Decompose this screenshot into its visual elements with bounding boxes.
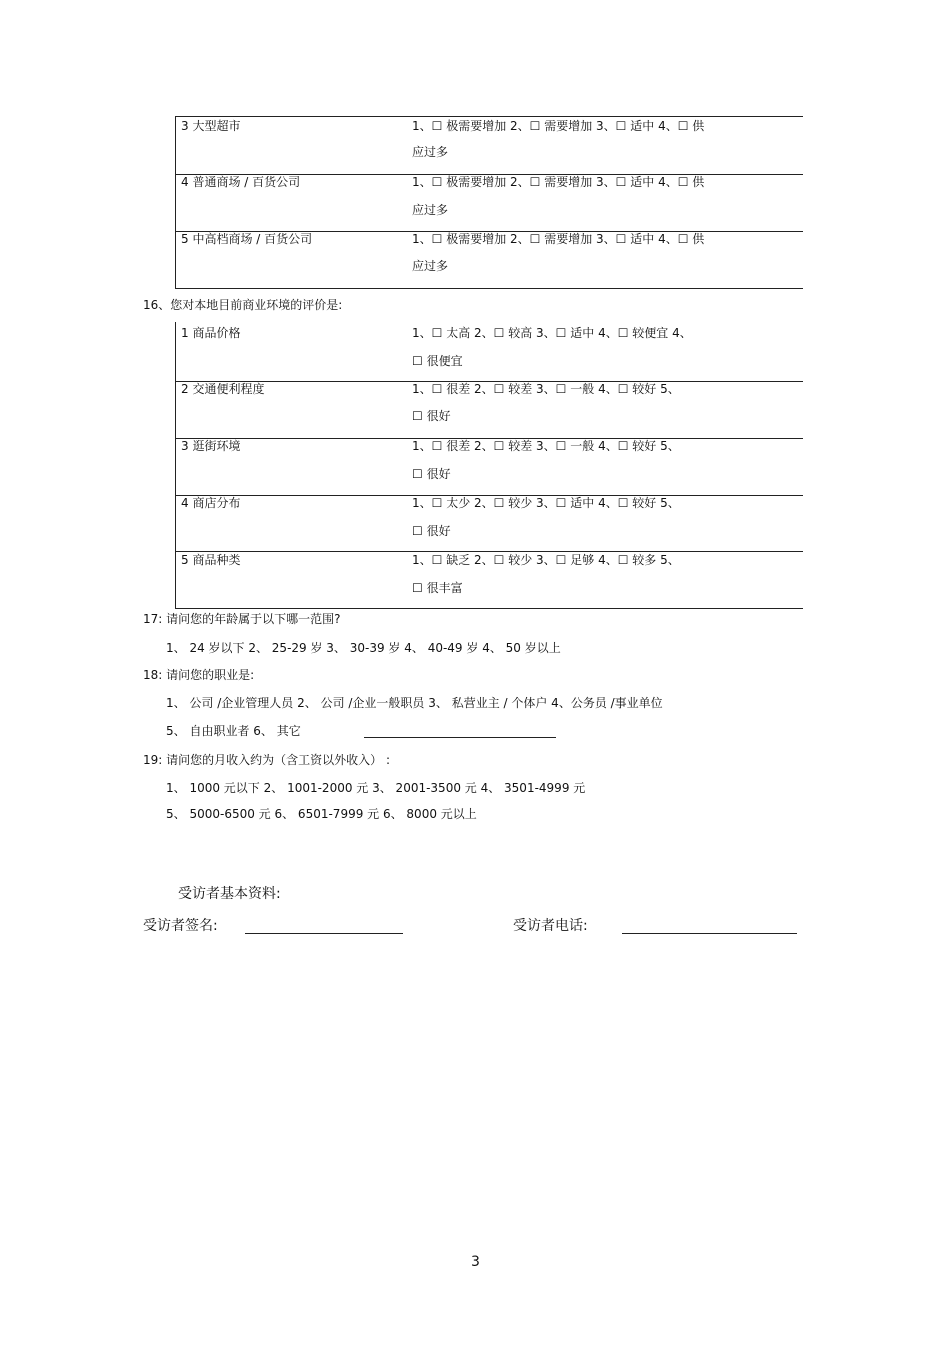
- row-options-cont: ☐ 很好: [412, 467, 451, 481]
- row-label: 3 逛街环境: [181, 439, 241, 453]
- row-options-cont: ☐ 很丰富: [412, 581, 463, 595]
- row-options: 1、☐ 极需要增加 2、☐ 需要增加 3、☐ 适中 4、☐ 供: [412, 232, 705, 246]
- q19-title: 19: 请问您的月收入约为（含工资以外收入） :: [143, 753, 390, 767]
- table-divider: [175, 116, 176, 288]
- row-options-cont: ☐ 很便宜: [412, 354, 463, 368]
- q19-options-line2: 5、 5000-6500 元 6、 6501-7999 元 6、 8000 元以上: [166, 807, 477, 821]
- row-options: 1、☐ 太少 2、☐ 较少 3、☐ 适中 4、☐ 较好 5、: [412, 496, 680, 510]
- q18-options-line1: 1、 公司 /企业管理人员 2、 公司 /企业一般职员 3、 私营业主 / 个体户 4、公务员 /事业单位: [166, 696, 663, 710]
- row-options: 1、☐ 缺乏 2、☐ 较少 3、☐ 足够 4、☐ 较多 5、: [412, 553, 680, 567]
- row-options: 1、☐ 很差 2、☐ 较差 3、☐ 一般 4、☐ 较好 5、: [412, 439, 680, 453]
- phone-field[interactable]: [622, 933, 797, 934]
- table-bottom-line: [175, 288, 803, 289]
- q17-options: 1、 24 岁以下 2、 25-29 岁 3、 30-39 岁 4、 40-49 岁 4、 50 岁以上: [166, 641, 561, 655]
- signature-field[interactable]: [245, 933, 403, 934]
- row-options: 1、☐ 极需要增加 2、☐ 需要增加 3、☐ 适中 4、☐ 供: [412, 175, 705, 189]
- q17-title: 17: 请问您的年龄属于以下哪一范围?: [143, 612, 341, 626]
- row-label: 1 商品价格: [181, 326, 241, 340]
- row-options: 1、☐ 太高 2、☐ 较高 3、☐ 适中 4、☐ 较便宜 4、: [412, 326, 692, 340]
- q18-options-line2: 5、 自由职业者 6、 其它: [166, 724, 301, 738]
- row-options: 1、☐ 极需要增加 2、☐ 需要增加 3、☐ 适中 4、☐ 供: [412, 119, 705, 133]
- q19-options-line1: 1、 1000 元以下 2、 1001-2000 元 3、 2001-3500 元 4、 3501-4999 元: [166, 781, 586, 795]
- row-label: 5 商品种类: [181, 553, 241, 567]
- row-options: 1、☐ 很差 2、☐ 较差 3、☐ 一般 4、☐ 较好 5、: [412, 382, 680, 396]
- row-options-cont: 应过多: [412, 203, 449, 217]
- row-label: 3 大型超市: [181, 119, 241, 133]
- q18-title: 18: 请问您的职业是:: [143, 668, 255, 682]
- row-options-cont: ☐ 很好: [412, 524, 451, 538]
- table-row-line: [175, 551, 803, 552]
- respondent-heading: 受访者基本资料:: [178, 886, 281, 902]
- row-options-cont: ☐ 很好: [412, 409, 451, 423]
- row-label: 2 交通便利程度: [181, 382, 265, 396]
- row-label: 4 普通商场 / 百货公司: [181, 175, 301, 189]
- page-number: 3: [471, 1254, 480, 1270]
- row-options-cont: 应过多: [412, 145, 449, 159]
- phone-label: 受访者电话:: [513, 918, 588, 934]
- signature-label: 受访者签名:: [143, 918, 218, 934]
- table-row-line: [175, 116, 803, 117]
- q16-title: 16、您对本地目前商业环境的评价是:: [143, 298, 343, 312]
- table-bottom-line: [175, 608, 803, 609]
- row-label: 5 中高档商场 / 百货公司: [181, 232, 313, 246]
- table-divider: [175, 322, 176, 608]
- other-occupation-blank[interactable]: [364, 737, 556, 738]
- row-label: 4 商店分布: [181, 496, 241, 510]
- row-options-cont: 应过多: [412, 259, 449, 273]
